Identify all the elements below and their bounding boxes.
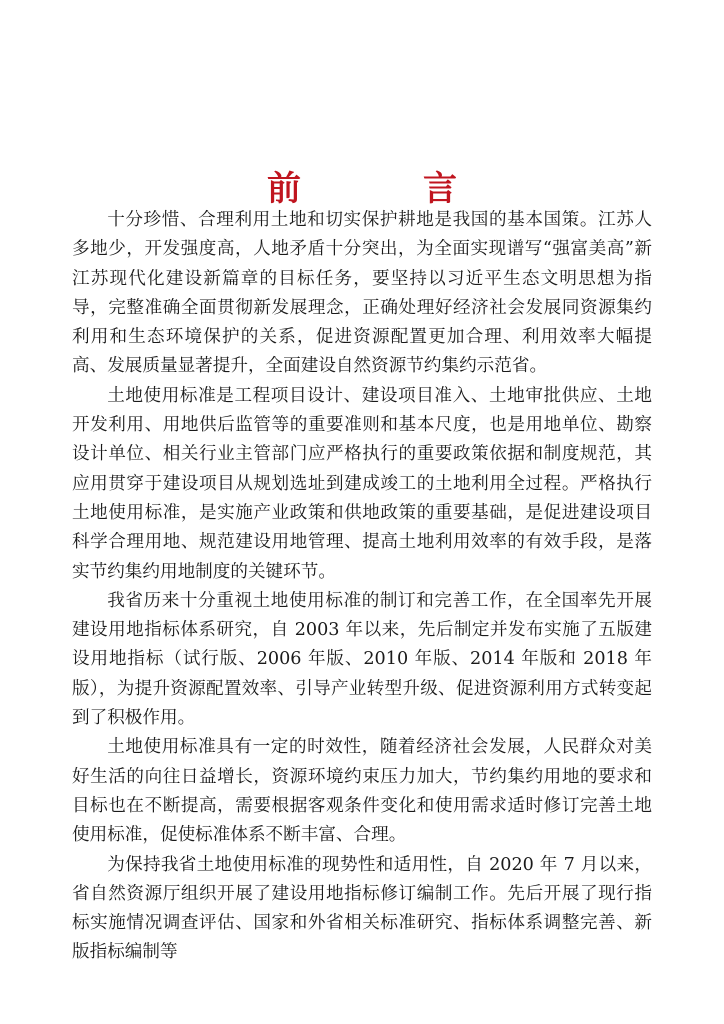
- paragraph-land-use-standards: 土地使用标准是工程项目设计、建设项目准入、土地审批供应、土地开发利用、用地供后监管等的重要准则和基本尺度，也是用地单位、勘察设计单位、相关行业主管部门应严格执行的重要政策依据和制度规范，其应用贯穿于建设项目从规划选址到建成竣工的土地利用全过程。严格执行土地使用标准，是实施产业政策和供地政策的重要基础，是促进建设项目科学合理用地、规范建设用地管理、提高土地利用效率的有效手段，是落实节约集约用地制度的关键环节。: [72, 385, 652, 582]
- paragraph-provincial-history: 我省历来十分重视土地使用标准的制订和完善工作，在全国率先开展建设用地指标体系研究，自 2003 年以来，先后制定并发布实施了五版建设用地指标（试行版、2006 年版、2010 年版、2014 年版和 2018 年版），为提升资源配置效率、引导产业转型升级、促进资源利用方式转变起到了积极作用。: [72, 590, 652, 729]
- paragraph-revision-work: 为保持我省土地使用标准的现势性和适用性，自 2020 年 7 月以来，省自然资源厅组织开展了建设用地指标修订编制工作。先后开展了现行指标实施情况调查评估、国家和外省相关标准研究、指标体系调整完善、新版指标编制等: [72, 854, 652, 963]
- preface-body: [72, 206, 652, 968]
- paragraph-timeliness: 土地使用标准具有一定的时效性，随着经济社会发展，人民群众对美好生活的向往日益增长，资源环境约束压力加大，节约集约用地的要求和目标也在不断提高，需要根据客观条件变化和使用需求适时修订完善土地使用标准，促使标准体系不断丰富、合理。: [72, 737, 652, 846]
- paragraph-national-policy: 十分珍惜、合理利用土地和切实保护耕地是我国的基本国策。江苏人多地少，开发强度高，人地矛盾十分突出，为全面实现谱写“强富美高”新江苏现代化建设新篇章的目标任务，要坚持以习近平生态文明思想为指导，完整准确全面贯彻新发展理念，正确处理好经济社会发展同资源集约利用和生态环境保护的关系，促进资源配置更加合理、利用效率大幅提高、发展质量显著提升，全面建设自然资源节约集约示范省。: [72, 210, 652, 377]
- page-title: 前 言: [267, 168, 501, 209]
